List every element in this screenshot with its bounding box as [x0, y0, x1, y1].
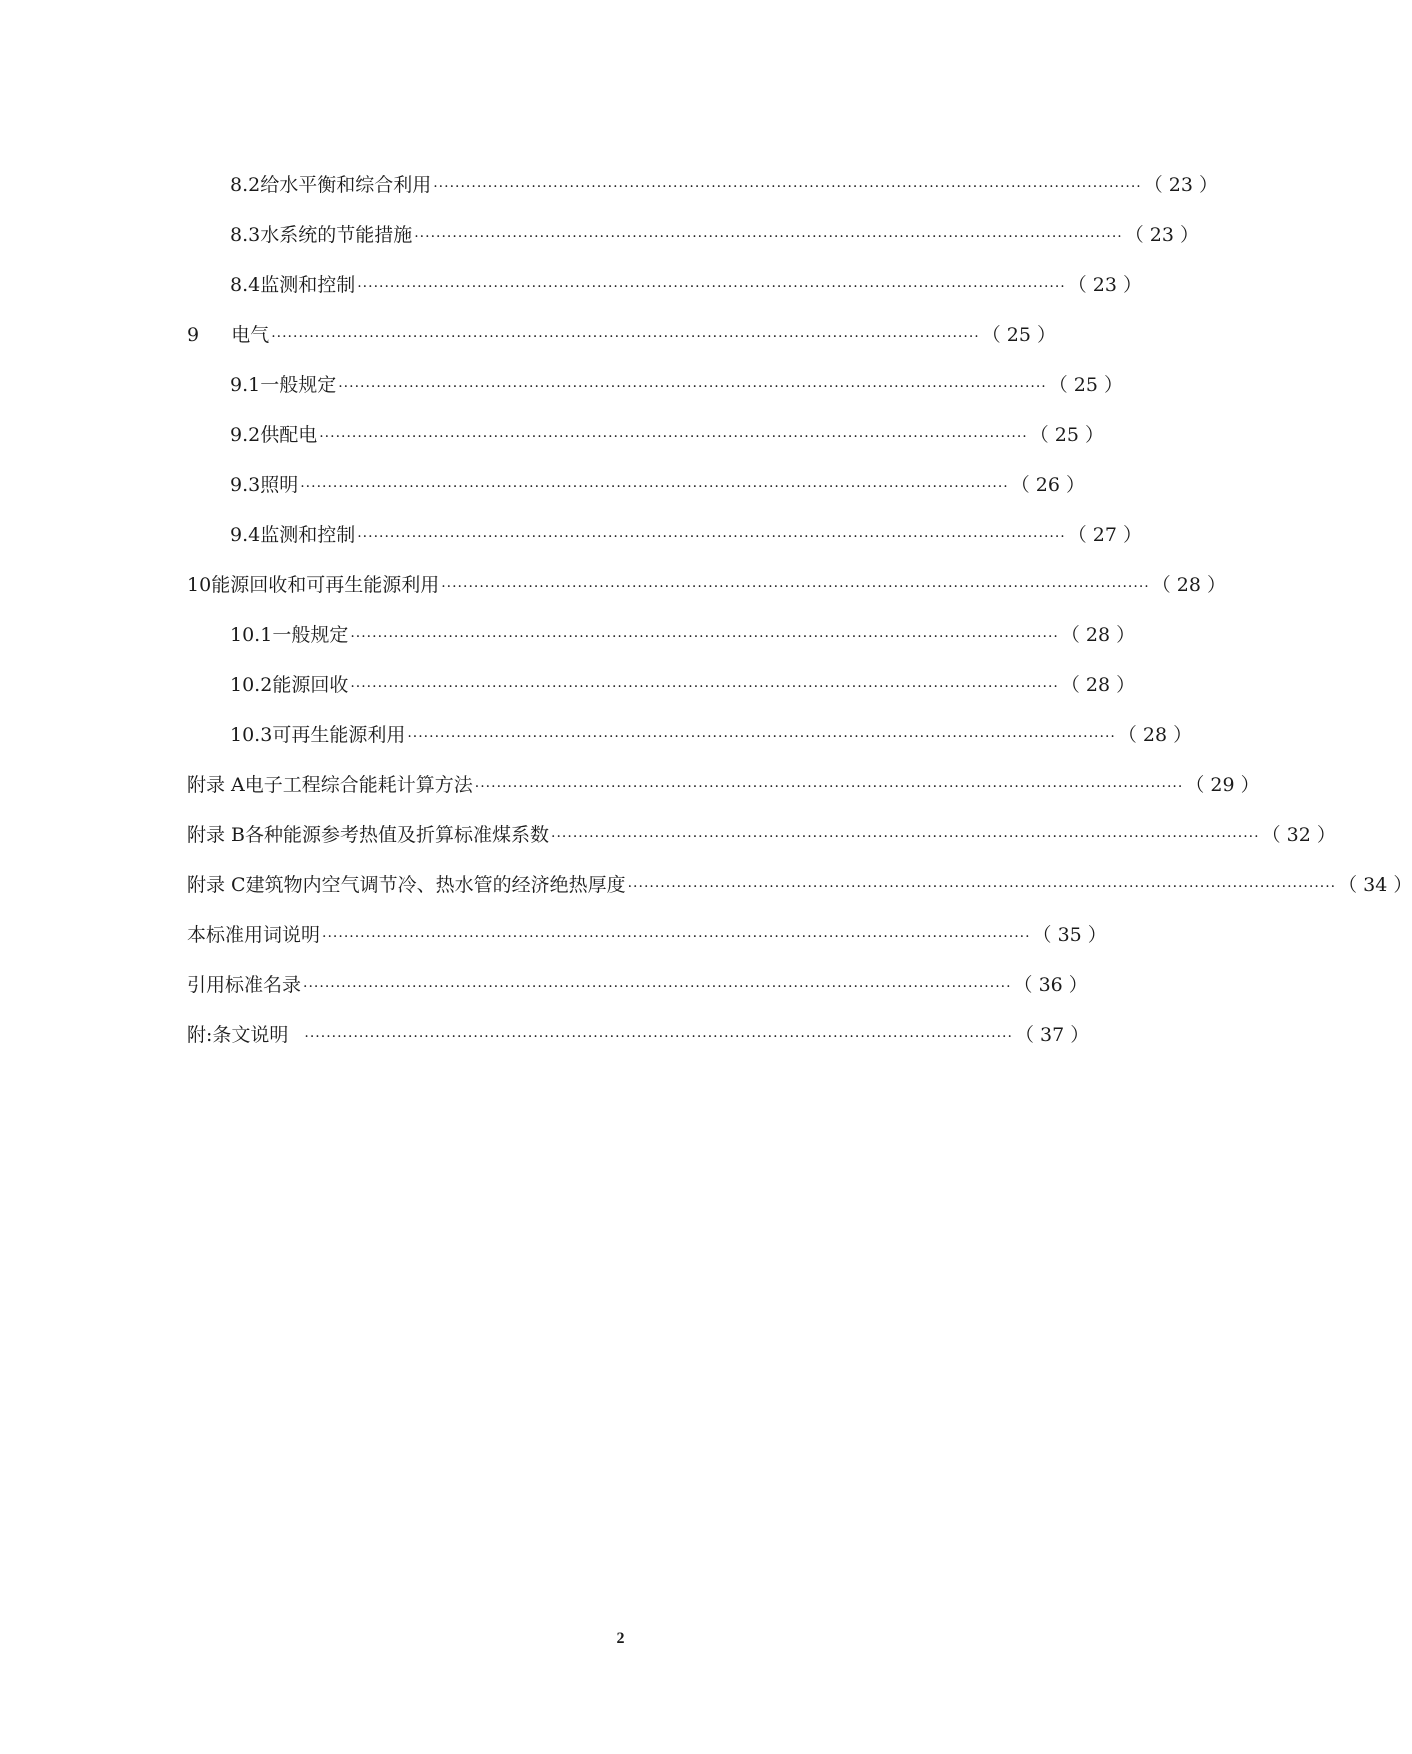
toc-leader-dots: ··································································································································	[627, 879, 1337, 895]
toc-entry-page: （ 36 ）	[1013, 974, 1088, 996]
toc-entry-8-2[interactable]	[230, 172, 1219, 200]
toc-leader-dots: ··································································································································	[322, 929, 1031, 945]
toc-leader-dots: ··································································································································	[474, 779, 1184, 795]
toc-entry-page: （ 37 ）	[1014, 1024, 1090, 1046]
toc-entry-number: 附录 A	[187, 774, 245, 796]
toc-entry-title: 供配电	[260, 424, 318, 446]
toc-entry-page: （ 29 ）	[1185, 774, 1260, 796]
toc-entry-number: 9.3	[230, 474, 261, 496]
toc-leader-dots: ··································································································································	[357, 279, 1066, 295]
toc-entry-title: 本标准用词说明	[187, 924, 321, 946]
toc-leader-dots: ··································································································································	[414, 229, 1123, 245]
toc-entry-title: 引用标准名录	[187, 974, 302, 996]
toc-entry-number: 9.4	[230, 524, 261, 546]
toc-entry-page: （ 34 ）	[1338, 874, 1412, 896]
toc-entry-page: （ 28 ）	[1060, 674, 1136, 696]
toc-entry-page: （ 28 ）	[1117, 724, 1193, 746]
page-number: 2	[616, 1630, 625, 1647]
toc-entry-number: 9.1	[230, 374, 261, 396]
toc-entry-title: 可再生能源利用	[272, 724, 406, 746]
toc-entry-10-2[interactable]	[230, 672, 1136, 700]
toc-entry-appendix-a[interactable]	[187, 772, 1260, 800]
toc-entry-title: 给水平衡和综合利用	[260, 174, 432, 196]
toc-entry-page: （ 25 ）	[1029, 424, 1105, 446]
toc-entry-number: 8.4	[230, 274, 261, 296]
toc-leader-dots: ··································································································································	[338, 379, 1047, 395]
toc-leader-dots: ··································································································································	[303, 979, 1012, 995]
toc-entry-10[interactable]	[187, 572, 1226, 600]
toc-entry-title: 电子工程综合能耗计算方法	[244, 774, 473, 796]
toc-entry-9[interactable]	[187, 322, 1056, 350]
toc-entry-number: 9	[187, 324, 200, 346]
toc-entry-8-4[interactable]	[230, 272, 1143, 300]
toc-leader-dots: ··································································································································	[300, 479, 1009, 495]
toc-entry-title: 照明	[260, 474, 299, 496]
toc-entry-page: （ 23 ）	[1067, 274, 1143, 296]
toc-entry-title: 各种能源参考热值及折算标准煤系数	[245, 824, 550, 846]
toc-entry-9-4[interactable]	[230, 522, 1143, 550]
toc-entry-number: 10.3	[230, 724, 273, 746]
toc-leader-dots: ··································································································································	[271, 329, 980, 345]
toc-entry-explanation[interactable]	[187, 1022, 1090, 1050]
toc-entry-title: 监测和控制	[260, 274, 356, 296]
toc-entry-title: 一般规定	[272, 624, 349, 646]
toc-leader-dots: ··································································································································	[433, 179, 1142, 195]
toc-entry-page: （ 23 ）	[1143, 174, 1219, 196]
toc-leader-dots: ··································································································································	[441, 579, 1150, 595]
toc-entry-number: 10.1	[230, 624, 273, 646]
toc-leader-dots: ··································································································································	[551, 829, 1260, 845]
toc-entry-page: （ 25 ）	[1048, 374, 1124, 396]
toc-entry-8-3[interactable]	[230, 222, 1200, 250]
toc-entry-title: 能源回收	[272, 674, 349, 696]
toc-entry-number: 附录 B	[187, 824, 246, 846]
toc-entry-number: 10.2	[230, 674, 273, 696]
toc-entry-page: （ 27 ）	[1067, 524, 1143, 546]
toc-entry-page: （ 28 ）	[1151, 574, 1226, 596]
toc-entry-page: （ 32 ）	[1261, 824, 1336, 846]
toc-entry-title: 能源回收和可再生能源利用	[211, 574, 440, 596]
toc-leader-dots: ··································································································································	[350, 679, 1059, 695]
toc-entry-page: （ 26 ）	[1010, 474, 1086, 496]
toc-entry-title: 电气	[231, 324, 270, 346]
toc-entry-number: 9.2	[230, 424, 261, 446]
toc-entry-number: 8.3	[230, 224, 261, 246]
toc-entry-page: （ 25 ）	[981, 324, 1056, 346]
toc-entry-title: 一般规定	[260, 374, 337, 396]
toc-leader-dots: ··································································································································	[350, 629, 1059, 645]
toc-entry-10-1[interactable]	[230, 622, 1136, 650]
toc-entry-title: 附:条文说明	[187, 1024, 289, 1046]
toc-entry-10-3[interactable]	[230, 722, 1193, 750]
toc-entry-terms[interactable]	[187, 922, 1107, 950]
toc-entry-page: （ 35 ）	[1032, 924, 1107, 946]
toc-entry-9-3[interactable]	[230, 472, 1086, 500]
toc-entry-references[interactable]	[187, 972, 1088, 1000]
toc-leader-dots: ··································································································································	[319, 429, 1028, 445]
toc-leader-dots: ··································································································································	[407, 729, 1116, 745]
toc-entry-9-1[interactable]	[230, 372, 1124, 400]
toc-entry-appendix-c[interactable]	[187, 872, 1412, 900]
toc-entry-title: 监测和控制	[260, 524, 356, 546]
toc-entry-page: （ 23 ）	[1124, 224, 1200, 246]
toc-entry-appendix-b[interactable]	[187, 822, 1336, 850]
toc-entry-page: （ 28 ）	[1060, 624, 1136, 646]
toc-entry-number: 附录 C	[187, 874, 246, 896]
toc-leader-dots: ··································································································································	[357, 529, 1066, 545]
toc-entry-number: 8.2	[230, 174, 261, 196]
toc-entry-title: 建筑物内空气调节冷、热水管的经济绝热厚度	[245, 874, 626, 896]
toc-entry-9-2[interactable]	[230, 422, 1105, 450]
toc-entry-number: 10	[187, 574, 212, 596]
toc-entry-title: 水系统的节能措施	[260, 224, 413, 246]
toc-leader-dots: ··································································································································	[304, 1029, 1013, 1045]
